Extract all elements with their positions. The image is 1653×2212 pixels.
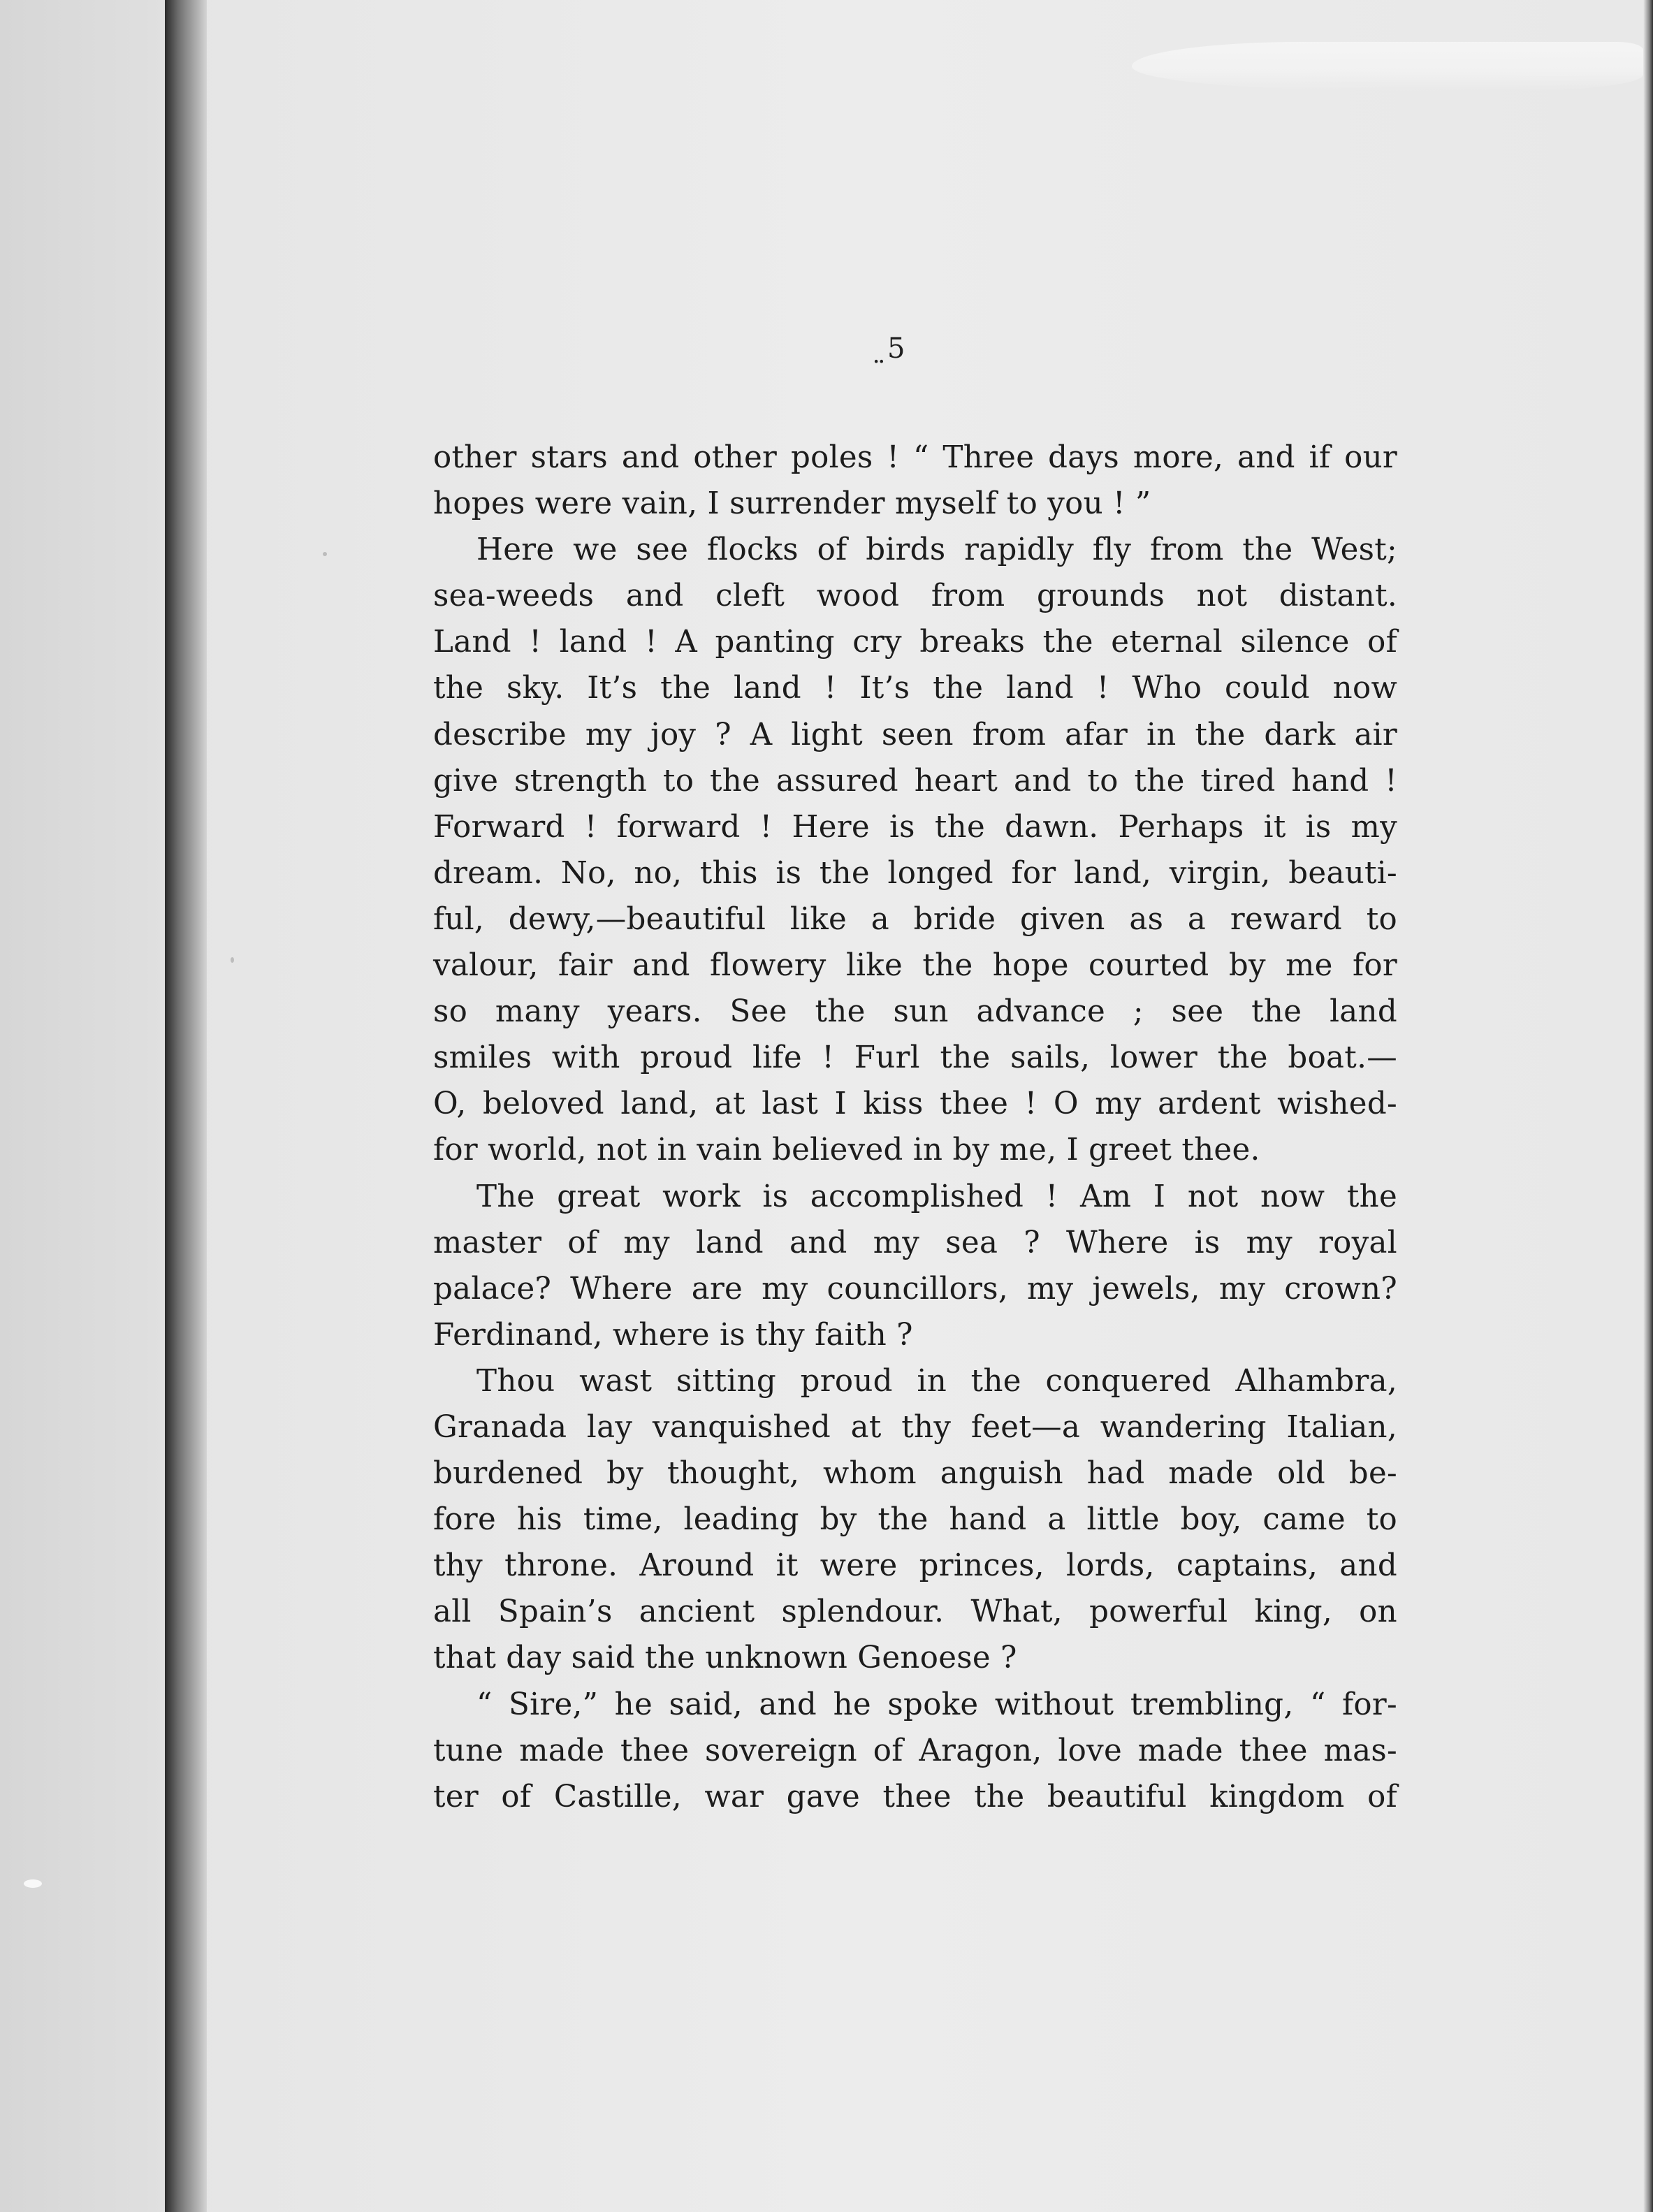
paper-speck	[231, 957, 234, 963]
page-number: ̤5	[886, 333, 907, 365]
book-spine-shadow	[165, 0, 207, 2212]
text-line: master of my land and my sea ? Where is my royal	[433, 1225, 1397, 1260]
text-line: Forward ! forward ! Here is the dawn. Perhaps it is my	[433, 809, 1397, 845]
text-line: dream. No, no, this is the longed for land, virgin, beauti-	[433, 855, 1397, 891]
text-line: tune made thee sovereign of Aragon, love made thee mas-	[433, 1733, 1397, 1768]
text-line: so many years. See the sun advance ; see the land	[433, 994, 1397, 1030]
text-line: ter of Castille, war gave thee the beautiful kingdom of	[433, 1779, 1397, 1814]
text-line: Land ! land ! A panting cry breaks the eternal silence of	[433, 625, 1397, 660]
text-line: the sky. It’s the land ! It’s the land ! Who could now	[433, 671, 1397, 706]
paragraph	[433, 1358, 1397, 1682]
text-line: ful, dewy,—beautiful like a bride given as a reward to	[433, 901, 1397, 937]
text-line: palace? Where are my councillors, my jewels, my crown?	[433, 1271, 1397, 1307]
text-line: sea-weeds and cleft wood from grounds not distant.	[433, 579, 1397, 614]
text-line: Ferdinand, where is thy faith ?	[433, 1317, 913, 1353]
text-line: give strength to the assured heart and to the tired hand !	[433, 763, 1397, 799]
text-line: Granada lay vanquished at thy feet—a wandering Italian,	[433, 1409, 1397, 1445]
paper-speck	[323, 552, 327, 556]
text-line: thy throne. Around it were princes, lords, captains, and	[433, 1548, 1397, 1584]
text-line: Here we see flocks of birds rapidly fly from the West;	[476, 532, 1397, 568]
text-line: O, beloved land, at last I kiss thee ! O my ardent wished-	[433, 1086, 1397, 1122]
paragraph	[433, 1682, 1397, 1820]
text-line: burdened by thought, whom anguish had made old be-	[433, 1456, 1397, 1492]
paper-tear-mark	[1132, 42, 1643, 91]
paper-speck	[24, 1879, 42, 1888]
text-line: describe my joy ? A light seen from afar in the dark air	[433, 717, 1397, 752]
paragraph	[433, 1174, 1397, 1358]
text-line: The great work is accomplished ! Am I not now the	[476, 1179, 1397, 1214]
text-line: for world, not in vain believed in by me, I greet thee.	[433, 1133, 1260, 1168]
text-line: that day said the unknown Genoese ?	[433, 1640, 1017, 1676]
text-line: valour, fair and flowery like the hope courted by me for	[433, 948, 1397, 984]
body-text	[433, 435, 1397, 1820]
text-line: all Spain’s ancient splendour. What, powerful king, on	[433, 1594, 1397, 1630]
page-margin-left	[0, 0, 165, 2212]
paragraph	[433, 435, 1397, 527]
text-line: “ Sire,” he said, and he spoke without trembling, “ for-	[476, 1687, 1397, 1722]
text-line: other stars and other poles ! “ Three days more, and if our	[433, 440, 1397, 475]
text-line: hopes were vain, I surrender myself to you ! ”	[433, 486, 1151, 522]
paragraph	[433, 527, 1397, 1173]
text-line: smiles with proud life ! Furl the sails, lower the boat.—	[433, 1040, 1397, 1076]
text-line: fore his time, leading by the hand a little boy, came to	[433, 1502, 1397, 1538]
text-line: Thou wast sitting proud in the conquered Alhambra,	[476, 1363, 1397, 1399]
page-edge-right	[1643, 0, 1653, 2212]
